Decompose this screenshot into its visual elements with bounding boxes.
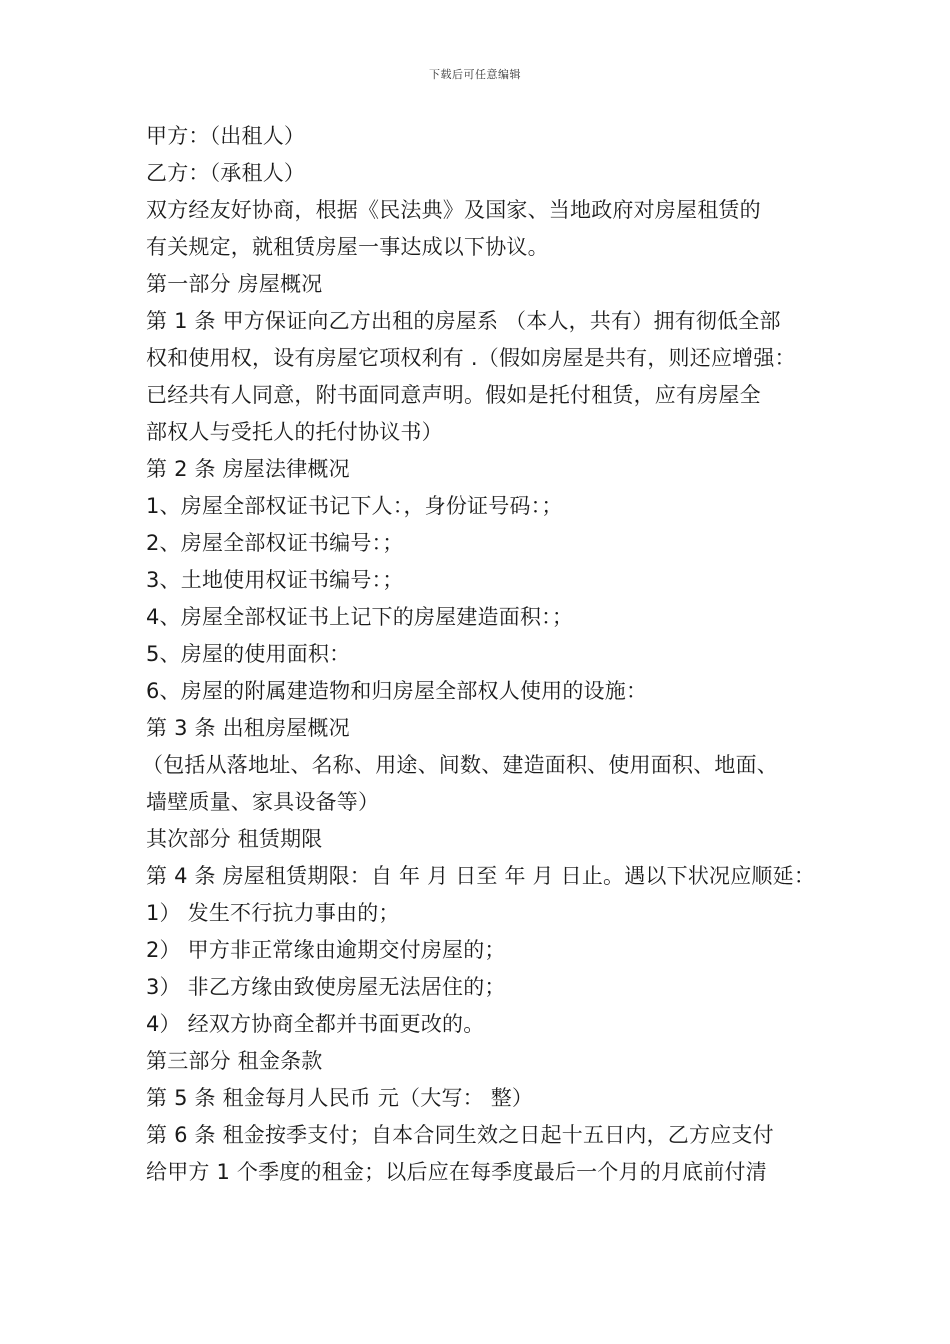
- list-item: 3） 非乙方缘由致使房屋无法居住的；: [146, 975, 506, 999]
- text-line: 第 6 条 租金按季支付；自本合同生效之日起十五日内，乙方应支付: [146, 1123, 774, 1147]
- text-line: 墙壁质量、家具设备等）: [146, 790, 380, 814]
- text-line: 已经共有人同意，附书面同意声明。假如是托付租赁，应有房屋全: [146, 383, 761, 407]
- text-line: 部权人与受托人的托付协议书）: [146, 420, 443, 444]
- list-item: 4） 经双方协商全都并书面更改的。: [146, 1012, 485, 1036]
- article-heading: 第 3 条 出租房屋概况: [146, 716, 350, 740]
- list-item: 4、房屋全部权证书上记下的房屋建造面积：；: [146, 605, 574, 629]
- text-line: 第 5 条 租金每月人民币 元（大写： 整）: [146, 1086, 534, 1110]
- list-item: 2、房屋全部权证书编号：；: [146, 531, 404, 555]
- list-item: 3、土地使用权证书编号：；: [146, 568, 404, 592]
- section-heading: 其次部分 租赁期限: [146, 827, 323, 851]
- text-line: 双方经友好协商，根据《民法典》及国家、当地政府对房屋租赁的: [146, 198, 761, 222]
- list-item: 5、房屋的使用面积：: [146, 642, 351, 666]
- page-header-note: 下载后可任意编辑: [429, 68, 521, 81]
- article-heading: 第 2 条 房屋法律概况: [146, 457, 350, 481]
- document-body: [142, 118, 836, 1191]
- text-line: 有关规定，就租赁房屋一事达成以下协议。: [146, 235, 549, 259]
- section-heading: 第三部分 租金条款: [146, 1049, 323, 1073]
- list-item: 2） 甲方非正常缘由逾期交付房屋的；: [146, 938, 506, 962]
- text-line: （包括从落地址、名称、用途、间数、建造面积、使用面积、地面、: [142, 753, 778, 777]
- text-line: 第 4 条 房屋租赁期限：自 年 月 日至 年 月 日止。遇以下状况应顺延：: [146, 864, 816, 888]
- text-line: 权和使用权，设有房屋它项权利有 .（假如房屋是共有，则还应增强：: [146, 346, 796, 370]
- text-line: 第 1 条 甲方保证向乙方出租的房屋系 （本人，共有）拥有彻低全部: [146, 309, 781, 333]
- text-line: 乙方：（承租人）: [146, 161, 306, 185]
- list-item: 1、房屋全部权证书记下人：，身份证号码：；: [146, 494, 563, 518]
- text-line: 给甲方 1 个季度的租金；以后应在每季度最后一个月的月底前付清: [146, 1160, 767, 1184]
- text-line: 甲方：（出租人）: [146, 124, 306, 148]
- section-heading: 第一部分 房屋概况: [146, 272, 323, 296]
- list-item: 1） 发生不行抗力事由的；: [146, 901, 400, 925]
- list-item: 6、房屋的附属建造物和归房屋全部权人使用的设施：: [146, 679, 648, 703]
